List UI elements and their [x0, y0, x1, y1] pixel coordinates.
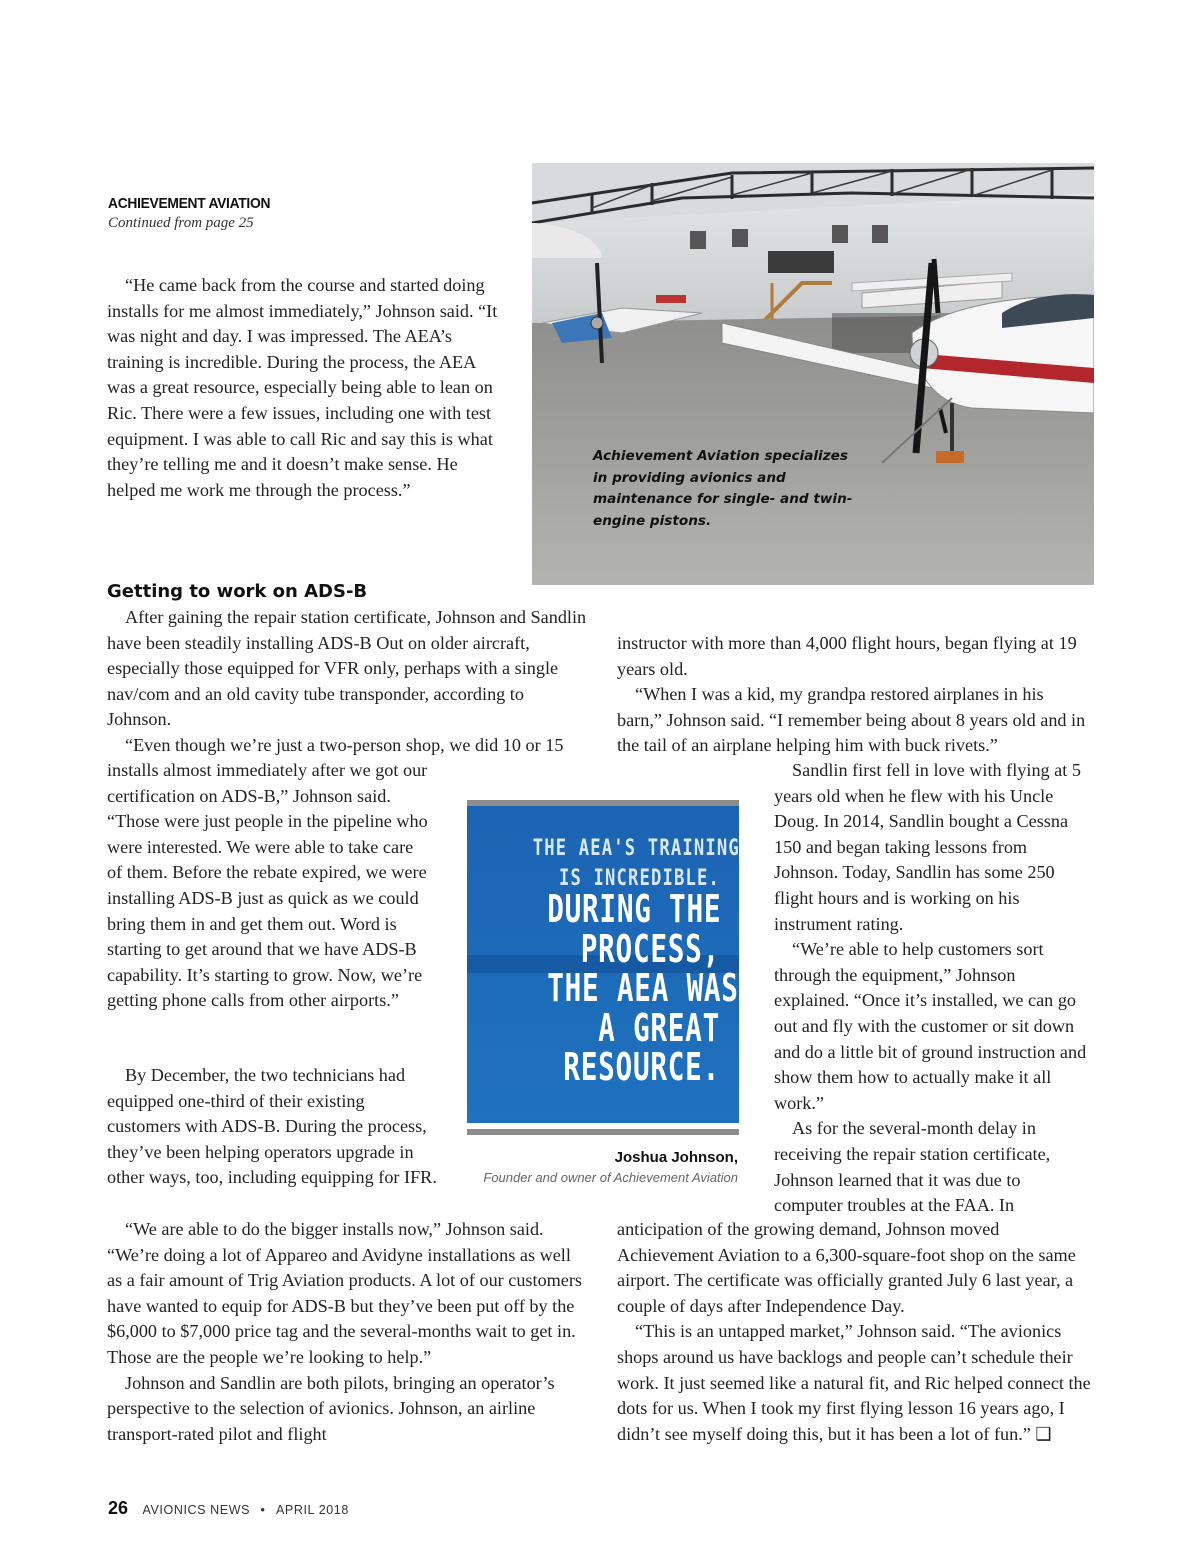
pull-quote-line: THE AEA WAS: [547, 966, 739, 1011]
left-column-top: [107, 273, 499, 503]
left-column-narrow-lower: [107, 1063, 437, 1191]
paragraph: anticipation of the growing demand, Johnson moved Achievement Aviation to a 6,300-square-foot shop on the same airport. The certificate was officially granted July 6 last year, a couple of days after Independence Day.: [617, 1219, 1076, 1316]
pull-quote-line: A GREAT: [598, 1005, 720, 1051]
paragraph: “When I was a kid, my grandpa restored airplanes in his barn,” Johnson said. “I remember being about 8 years old and in the tail of an airplane helping him with buck rivets.”: [617, 684, 1086, 756]
left-column-wide: [107, 605, 589, 759]
paragraph: Sandlin first fell in love with flying at 5 years old when he flew with his Uncle Doug. In 2014, Sandlin bought a Cessna 150 and began taking lessons from Johnson. Today, Sandlin has some 250 flight hours and is working on his instrument rating.: [774, 760, 1081, 934]
paragraph: “This is an untapped market,” Johnson said. “The avionics shops around us have backlogs and people can’t schedule their work. It just seemed like a natural fit, and Ric helped connect the dots for us. When I took my first flying lesson 16 years ago, I didn’t see myself doing this, but it has been a lot of fun.” ❑: [617, 1321, 1091, 1444]
continued-from-note: Continued from page 25: [108, 215, 254, 231]
footer-separator: •: [260, 1503, 266, 1517]
paragraph: After gaining the repair station certificate, Johnson and Sandlin have been steadily installing ADS-B Out on older aircraft, especially those equipped for VFR only, perhaps with a single nav/com and an old cavity tube transponder, according to Johnson.: [107, 607, 587, 730]
paragraph: By December, the two technicians had equipped one-third of their existing customers with ADS-B. During the process, they’ve been helping operators upgrade in other ways, too, including equipping for IFR.: [107, 1065, 437, 1188]
page-number: 26: [108, 1498, 129, 1518]
left-column-bottom: [107, 1217, 585, 1447]
section-subhead: Getting to work on ADS-B: [107, 581, 368, 602]
section-kicker: ACHIEVEMENT AVIATION: [108, 195, 271, 212]
paragraph: As for the several-month delay in receiving the repair station certificate, Johnson learned that it was due to computer troubles at the FAA. In: [774, 1118, 1051, 1216]
pull-quote-line: PROCESS,: [580, 926, 720, 972]
pull-quote-bottom-rule: [467, 1129, 739, 1135]
pull-quote-line: IS INCREDIBLE.: [558, 866, 720, 891]
pull-quote-attribution-title: Founder and owner of Achievement Aviation: [483, 1170, 738, 1185]
right-column-narrow: [774, 758, 1092, 1219]
photo-caption: Achievement Aviation specializes in providing avionics and maintenance for single- and twin-engine pistons.: [593, 448, 853, 529]
paragraph: “Even though we’re just a two-person shop, we did 10 or 15: [125, 734, 564, 755]
right-column-top: [617, 631, 1092, 759]
paragraph: “We’re able to help customers sort through the equipment,” Johnson explained. “Once it’s installed, we can go out and fly with the customer or sit down and do a little bit of ground instruction and show them how to actually make it all work.”: [774, 939, 1087, 1113]
paragraph: instructor with more than 4,000 flight hours, began flying at 19 years old.: [617, 633, 1077, 679]
paragraph-continued: installs almost immediately after we got our certification on ADS-B,” Johnson said. “Those were just people in the pipeline who were interested. We were able to take care of them. Before the rebate expired, we were installing ADS-B just as quick as we could bring them in and get them out. Word is starting to get around that we have ADS-B capability. It’s starting to grow. Now, we’re getting phone calls from other airports.”: [107, 760, 428, 1011]
pull-quote-line: RESOURCE.: [563, 1045, 720, 1090]
paragraph: Johnson and Sandlin are both pilots, bringing an operator’s perspective to the selection of avionics. Johnson, an airline transport-rated pilot and flight: [107, 1372, 555, 1444]
publication-name: AVIONICS NEWS: [142, 1503, 251, 1517]
page-footer: [108, 1498, 349, 1519]
paragraph: “We are able to do the bigger installs now,” Johnson said. “We’re doing a lot of Appareo and Avidyne installations as well as a fair amount of Trig Aviation products. A lot of our customers have wanted to equip for ADS-B but they’ve been put off by the $6,000 to $7,000 price tag and the several-months wait to get in. Those are the people we’re looking to help.”: [107, 1219, 583, 1367]
pull-quote-lead: [532, 834, 740, 894]
left-column-narrow-flow: [107, 758, 430, 1014]
pull-quote-main: [547, 887, 739, 1090]
right-column-bottom: [617, 1217, 1092, 1447]
pull-quote-line: THE AEA'S TRAINING: [532, 836, 740, 861]
pull-quote-line: DURING THE: [547, 887, 722, 932]
paragraph: “He came back from the course and started doing installs for me almost immediately,” Johnson said. “It was night and day. I was impressed. The AEA’s training is incredible. During the process, the AEA was a great resource, especially being able to lean on Ric. There were a few issues, including one with test equipment. I was able to call Ric and say this is what they’re telling me and it doesn’t make sense. He helped me work me through the process.”: [107, 275, 498, 500]
pull-quote-attribution-name: Joshua Johnson,: [614, 1149, 738, 1166]
issue-date: APRIL 2018: [275, 1503, 349, 1517]
